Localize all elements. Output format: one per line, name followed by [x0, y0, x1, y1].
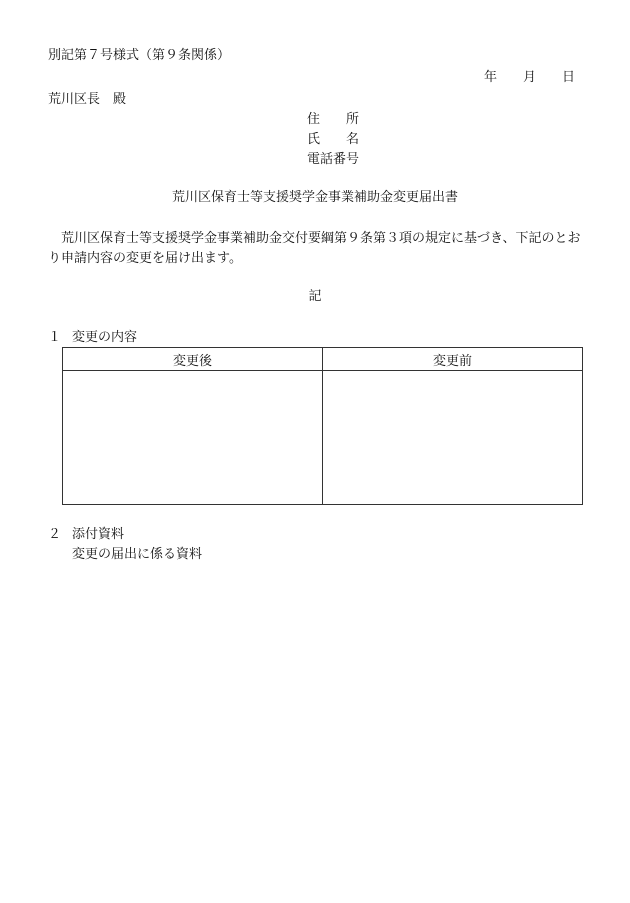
date-line — [484, 69, 575, 87]
attachment-content: 変更の届出に係る資料 — [72, 547, 203, 562]
applicant-phone-label: 電話番号 — [307, 152, 360, 167]
form-number: 別記第７号様式（第９条関係） — [48, 48, 231, 63]
date-year: 年 — [484, 70, 498, 85]
after-cell — [63, 371, 323, 505]
date-day: 日 — [562, 70, 576, 85]
applicant-name-label: 氏 名 — [307, 132, 360, 147]
date-month: 月 — [523, 70, 537, 85]
column-header-before: 変更前 — [323, 348, 583, 371]
body-text: 荒川区保育士等支援奨学金事業補助金交付要綱第９条第３項の規定に基づき、下記のとおり申請内容の変更を届け出ます。 — [48, 231, 581, 266]
change-table — [62, 347, 583, 505]
before-cell — [323, 371, 583, 505]
section-1-heading — [48, 329, 137, 347]
ki-heading: 記 — [308, 289, 322, 304]
addressee: 荒川区長 殿 — [48, 92, 127, 107]
section-2-label: 添付資料 — [72, 527, 125, 542]
applicant-address-label: 住 所 — [307, 112, 360, 127]
column-header-after: 変更後 — [63, 348, 323, 371]
section-2-heading — [48, 526, 124, 544]
section-1-label: 変更の内容 — [72, 330, 138, 345]
document-title: 荒川区保育士等支援奨学金事業補助金変更届出書 — [171, 190, 458, 205]
section-2-number: ２ — [48, 527, 62, 542]
section-1-number: １ — [48, 330, 62, 345]
